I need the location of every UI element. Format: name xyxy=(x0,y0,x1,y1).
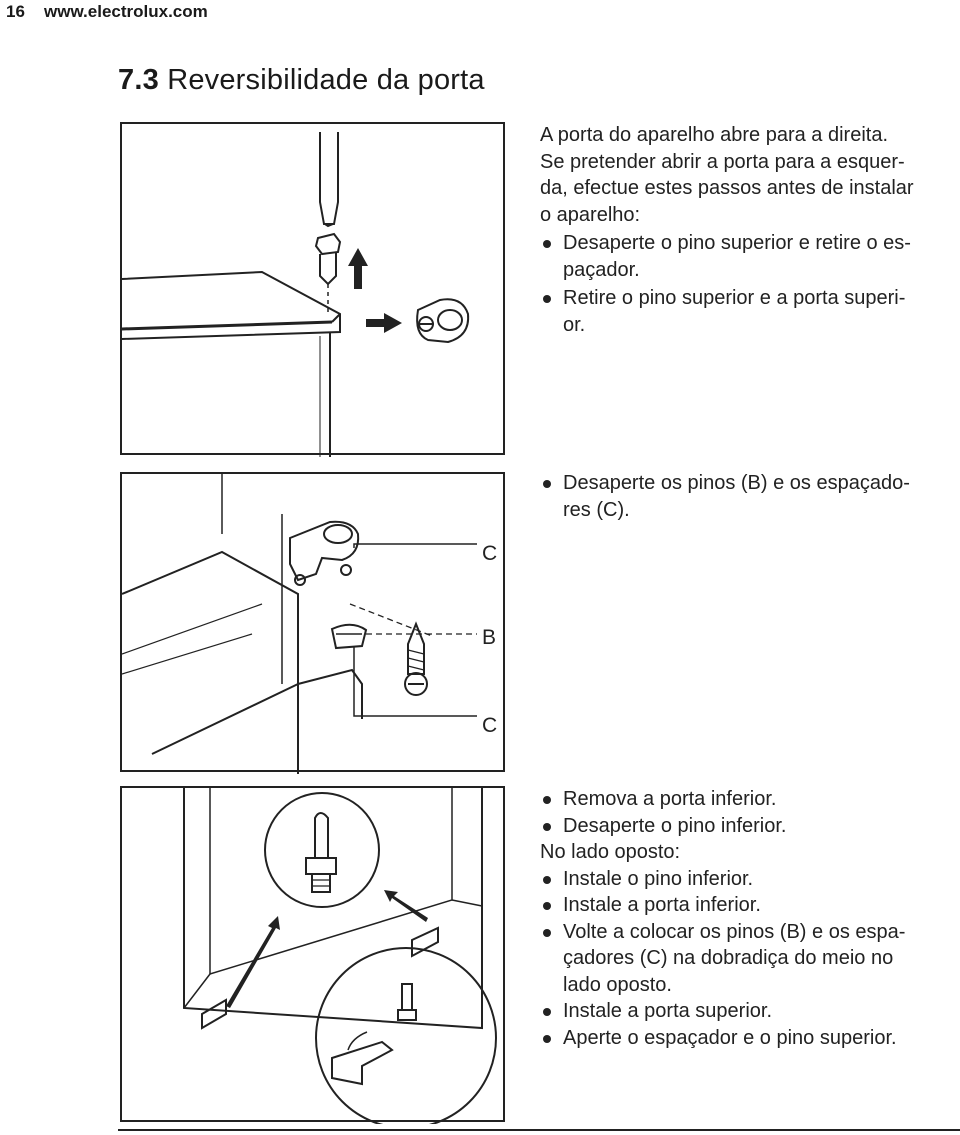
list-item-text: Instale o pino inferior. xyxy=(563,867,754,890)
arrow-up-icon xyxy=(348,248,368,289)
site-url[interactable]: www.electrolux.com xyxy=(44,2,208,21)
label-c-bottom: C xyxy=(482,714,498,737)
list-item-text: or. xyxy=(563,313,586,336)
list-item-text: Desaperte os pinos (B) e os espaçado- xyxy=(563,472,910,494)
label-c-top: C xyxy=(482,542,498,565)
page-header xyxy=(0,0,960,26)
label-b: B xyxy=(482,626,497,649)
intro-line: da, efectue estes passos antes de instalar xyxy=(540,177,914,199)
text-block-3 xyxy=(540,786,905,1051)
list-item-text: Instale a porta superior. xyxy=(563,1000,773,1022)
list-item-text: Volte a colocar os pinos (B) e os espa- xyxy=(563,920,906,943)
list-item xyxy=(540,919,905,999)
section-number: 7.3 xyxy=(118,64,159,96)
text-block-2 xyxy=(540,470,910,523)
list-item-text: lado oposto. xyxy=(563,973,672,996)
list-item-text: Instale a porta inferior. xyxy=(563,894,761,916)
list-item-text: Aperte o espaçador e o pino superior. xyxy=(563,1026,897,1049)
section-title-text: Reversibilidade da porta xyxy=(167,64,485,96)
list-item xyxy=(540,813,905,840)
figure-bottom-hinge xyxy=(120,786,505,1122)
page-number: 16 xyxy=(6,2,25,21)
list-item xyxy=(540,1025,905,1052)
list-item xyxy=(540,892,905,919)
list-item xyxy=(540,786,905,813)
figure-top-pin-removal xyxy=(120,122,505,455)
section-title xyxy=(118,64,485,97)
list-item-text: Remova a porta inferior. xyxy=(563,788,777,810)
illustration-top-hinge xyxy=(122,124,507,457)
arrow-right-icon xyxy=(366,313,402,333)
intro-line: A porta do aparelho abre para a direita. xyxy=(540,124,889,146)
list-item-text: Desaperte o pino inferior. xyxy=(563,814,787,837)
arrow-left-down-icon xyxy=(226,916,280,1008)
list-item xyxy=(540,470,910,523)
text-block-1 xyxy=(540,122,914,338)
list-item xyxy=(540,285,914,338)
illustration-bottom-hinge xyxy=(122,788,507,1124)
list-item xyxy=(540,230,914,283)
list-item-text: paçador. xyxy=(563,258,640,281)
subheading: No lado oposto: xyxy=(540,841,681,863)
intro-line: o aparelho: xyxy=(540,203,641,226)
list-item-text: res (C). xyxy=(563,498,630,521)
list-item xyxy=(540,866,905,893)
list-item xyxy=(540,998,905,1025)
intro-line: Se pretender abrir a porta para a esquer- xyxy=(540,150,905,173)
list-item-text: Desaperte o pino superior e retire o es- xyxy=(563,232,911,254)
arrow-up-left-icon xyxy=(384,890,428,922)
figure-middle-hinge xyxy=(120,472,505,772)
list-item-text: Retire o pino superior e a porta superi- xyxy=(563,287,906,309)
illustration-middle-hinge xyxy=(122,474,507,774)
footer-divider xyxy=(118,1129,960,1131)
list-item-text: çadores (C) na dobradiça do meio no xyxy=(563,947,894,969)
